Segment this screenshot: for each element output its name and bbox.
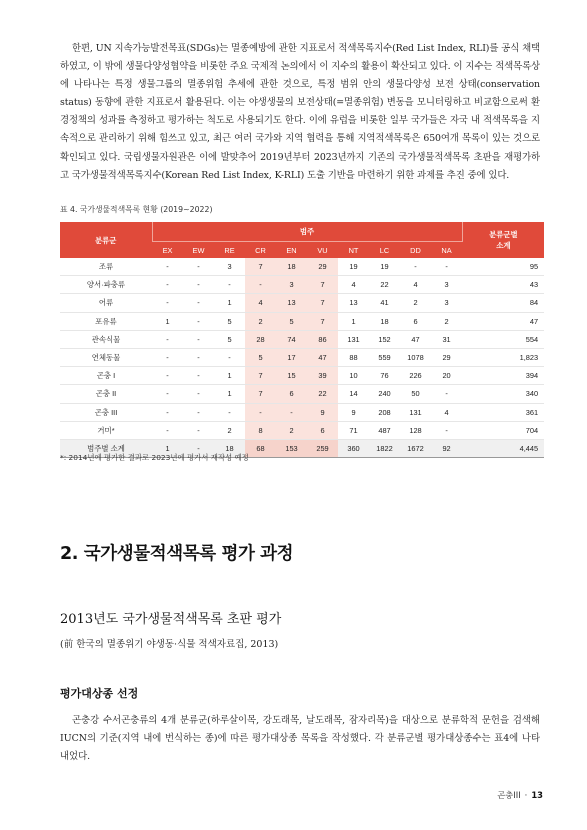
row-total: 554 (462, 330, 544, 348)
taxon-name: 조류 (60, 258, 152, 276)
category-header: EN (276, 242, 307, 259)
cell-ew: - (183, 348, 214, 366)
group-header: 범주 (152, 222, 462, 242)
table-row (60, 403, 544, 421)
category-header: CR (245, 242, 276, 259)
cell-ex: - (152, 348, 183, 366)
cell-ex: - (152, 258, 183, 276)
cell-na: 3 (431, 294, 462, 312)
page-footer (497, 789, 543, 801)
total-header (462, 222, 544, 258)
taxon-name: 포유류 (60, 312, 152, 330)
row-total: 340 (462, 385, 544, 403)
cell-nt: 1 (338, 312, 369, 330)
cell-ex: - (152, 367, 183, 385)
row-total: 47 (462, 312, 544, 330)
cell-cr: 2 (245, 312, 276, 330)
row-total: 43 (462, 276, 544, 294)
taxon-name: 어류 (60, 294, 152, 312)
table-row (60, 330, 544, 348)
row-total: 1,823 (462, 348, 544, 366)
cell-cr: 7 (245, 258, 276, 276)
table-row (60, 276, 544, 294)
cell-cr: - (245, 403, 276, 421)
cell-nt: 4 (338, 276, 369, 294)
cell-vu: 9 (307, 403, 338, 421)
footnote: *: 2014년에 평가한 결과로 2023년에 평가서 재작성 예정 (60, 453, 249, 462)
cell-ew: - (183, 385, 214, 403)
row-total: 95 (462, 258, 544, 276)
cell-lc: 152 (369, 330, 400, 348)
cell-na: 20 (431, 367, 462, 385)
cell-nt: 14 (338, 385, 369, 403)
cell-vu: 29 (307, 258, 338, 276)
cell-na: - (431, 421, 462, 439)
table-row (60, 312, 544, 330)
cell-dd: 128 (400, 421, 431, 439)
cell-en: 74 (276, 330, 307, 348)
cell-lc: 1822 (369, 439, 400, 457)
cell-re: - (214, 276, 245, 294)
cell-lc: 559 (369, 348, 400, 366)
cell-dd: 1672 (400, 439, 431, 457)
table-row (60, 385, 544, 403)
cell-na: 29 (431, 348, 462, 366)
cell-vu: 6 (307, 421, 338, 439)
cell-re: 1 (214, 294, 245, 312)
category-header: EW (183, 242, 214, 259)
cell-ew: - (183, 276, 214, 294)
cell-en: 2 (276, 421, 307, 439)
taxon-name: 곤충 I (60, 367, 152, 385)
taxon-name: 곤충 II (60, 385, 152, 403)
cell-re: 3 (214, 258, 245, 276)
cell-re: 5 (214, 330, 245, 348)
cell-nt: 360 (338, 439, 369, 457)
cell-nt: 9 (338, 403, 369, 421)
cell-en: 6 (276, 385, 307, 403)
cell-ew: - (183, 421, 214, 439)
cell-vu: 7 (307, 276, 338, 294)
cell-ew: - (183, 439, 214, 457)
cell-ex: - (152, 330, 183, 348)
section-title: 2. 국가생물적색목록 평가 과정 (60, 544, 294, 564)
table-row (60, 421, 544, 439)
row-header: 분류군 (60, 222, 152, 258)
category-header: EX (152, 242, 183, 259)
subsection-title: 2013년도 국가생물적색목록 초판 평가 (60, 612, 282, 627)
cell-en: 3 (276, 276, 307, 294)
table-body (60, 258, 544, 458)
cell-dd: 6 (400, 312, 431, 330)
cell-re: - (214, 348, 245, 366)
cell-cr: - (245, 276, 276, 294)
table-row (60, 348, 544, 366)
category-header: VU (307, 242, 338, 259)
cell-re: - (214, 403, 245, 421)
cell-na: 4 (431, 403, 462, 421)
cell-dd: 131 (400, 403, 431, 421)
cell-vu: 7 (307, 294, 338, 312)
cell-en: 5 (276, 312, 307, 330)
row-total: 84 (462, 294, 544, 312)
cell-nt: 71 (338, 421, 369, 439)
cell-cr: 28 (245, 330, 276, 348)
taxon-name: 곤충 III (60, 403, 152, 421)
cell-ew: - (183, 258, 214, 276)
cell-en: 18 (276, 258, 307, 276)
total-header-line1: 분류군별 (489, 230, 518, 239)
cell-ew: - (183, 403, 214, 421)
cell-na: 2 (431, 312, 462, 330)
cell-lc: 487 (369, 421, 400, 439)
cell-ew: - (183, 330, 214, 348)
cell-na: 31 (431, 330, 462, 348)
cell-ew: - (183, 367, 214, 385)
cell-re: 1 (214, 385, 245, 403)
cell-na: - (431, 385, 462, 403)
table-caption: 표 4. 국가생물적색목록 현황 (2019~2022) (60, 205, 213, 214)
row-total: 704 (462, 421, 544, 439)
table-row (60, 294, 544, 312)
cell-lc: 18 (369, 312, 400, 330)
cell-lc: 208 (369, 403, 400, 421)
cell-lc: 22 (369, 276, 400, 294)
cell-ex: - (152, 276, 183, 294)
cell-vu: 39 (307, 367, 338, 385)
row-total: 361 (462, 403, 544, 421)
cell-ex: 1 (152, 312, 183, 330)
cell-en: 15 (276, 367, 307, 385)
cell-na: 3 (431, 276, 462, 294)
category-header: NA (431, 242, 462, 259)
cell-vu: 22 (307, 385, 338, 403)
cell-nt: 88 (338, 348, 369, 366)
cell-dd: 50 (400, 385, 431, 403)
taxon-name: 양서·파충류 (60, 276, 152, 294)
cell-en: - (276, 403, 307, 421)
subsection-subtitle: (前 한국의 멸종위기 야생동·식물 적색자료집, 2013) (60, 639, 279, 650)
category-header: DD (400, 242, 431, 259)
cell-cr: 68 (245, 439, 276, 457)
row-total: 4,445 (462, 439, 544, 457)
cell-vu: 7 (307, 312, 338, 330)
cell-dd: - (400, 258, 431, 276)
cell-dd: 2 (400, 294, 431, 312)
row-total: 394 (462, 367, 544, 385)
cell-nt: 10 (338, 367, 369, 385)
table-row (60, 258, 544, 276)
cell-en: 153 (276, 439, 307, 457)
cell-dd: 226 (400, 367, 431, 385)
cell-lc: 240 (369, 385, 400, 403)
category-header: NT (338, 242, 369, 259)
cell-nt: 131 (338, 330, 369, 348)
category-header: LC (369, 242, 400, 259)
cell-na: - (431, 258, 462, 276)
cell-vu: 86 (307, 330, 338, 348)
cell-ex: - (152, 421, 183, 439)
cell-cr: 7 (245, 385, 276, 403)
cell-ex: - (152, 403, 183, 421)
taxon-name: 거미* (60, 421, 152, 439)
taxon-name: 연체동물 (60, 348, 152, 366)
cell-re: 18 (214, 439, 245, 457)
cell-en: 13 (276, 294, 307, 312)
intro-paragraph: 한편, UN 지속가능발전목표(SDGs)는 멸종예방에 관한 지표로서 적색목록지수(Red List Index, RLI)를 공식 채택하였고, 이 밖에 생물다양성협약을 비롯한 주요 국제적 논의에서 이 지수의 활용이 확산되고 있다. 이 지수는 적색목록상에 나타나는 특정 생물그룹의 멸종위험 추세에 관한 것으로, 특정 범위 안의 생물다양성 보전 상태(conservation status) 동향에 관한 지표로서 활용된다. 이는 야생생물의 보전상태(=멸종위험) 변동을 모니터링하고 비교함으로써 환경정책의 성과를 측정하고 평가하는 척도로 사용되기도 한다. 이에 유럽을 비롯한 일부 국가들은 자국 내 적색목록을 지속적으로 관리하기 위해 힘쓰고 있고, 최근 여러 국가와 지역 협력을 통해 지역적색목록은 650여개 목록이 있는 것으로 확인되고 있다. 국립생물자원관은 이에 발맞추어 2019년부터 2023년까지 기존의 국가생물적색목록 초판을 재평가하고 국가생물적색목록지수(Korean Red List Index, K-RLI) 도출 기반을 마련하기 위한 과제를 추진 중에 있다. (60, 43, 540, 181)
cell-re: 5 (214, 312, 245, 330)
table-row (60, 367, 544, 385)
body-paragraph: 곤충강 수서곤충류의 4개 분류군(하루살이목, 강도래목, 날도래목, 잠자리목)을 대상으로 분류학적 문헌을 검색해 IUCN의 기준(지역 내에 번식하는 종)에 따른 평가대상종 목록을 작성했다. 각 분류군별 평가대상종수는 표4에 나타내었다. (60, 715, 540, 762)
cell-nt: 13 (338, 294, 369, 312)
cell-dd: 4 (400, 276, 431, 294)
cell-cr: 5 (245, 348, 276, 366)
red-list-table (60, 222, 544, 458)
cell-lc: 41 (369, 294, 400, 312)
cell-vu: 259 (307, 439, 338, 457)
taxon-name: 관속식물 (60, 330, 152, 348)
cell-ex: - (152, 294, 183, 312)
total-header-line2: 소계 (496, 241, 511, 250)
cell-en: 17 (276, 348, 307, 366)
cell-re: 1 (214, 367, 245, 385)
cell-lc: 76 (369, 367, 400, 385)
taxon-name: 범주별 소계 (60, 439, 152, 457)
footer-separator: · (524, 790, 528, 800)
heading-evaluation-targets: 평가대상종 선정 (60, 687, 139, 700)
cell-dd: 1078 (400, 348, 431, 366)
category-header: RE (214, 242, 245, 259)
cell-dd: 47 (400, 330, 431, 348)
cell-cr: 7 (245, 367, 276, 385)
cell-re: 2 (214, 421, 245, 439)
cell-ew: - (183, 312, 214, 330)
cell-na: 92 (431, 439, 462, 457)
cell-cr: 4 (245, 294, 276, 312)
cell-ex: - (152, 385, 183, 403)
cell-ex: 1 (152, 439, 183, 457)
page-number: 13 (531, 790, 543, 800)
cell-lc: 19 (369, 258, 400, 276)
cell-cr: 8 (245, 421, 276, 439)
footer-label: 곤충III (497, 790, 521, 800)
cell-ew: - (183, 294, 214, 312)
cell-nt: 19 (338, 258, 369, 276)
cell-vu: 47 (307, 348, 338, 366)
